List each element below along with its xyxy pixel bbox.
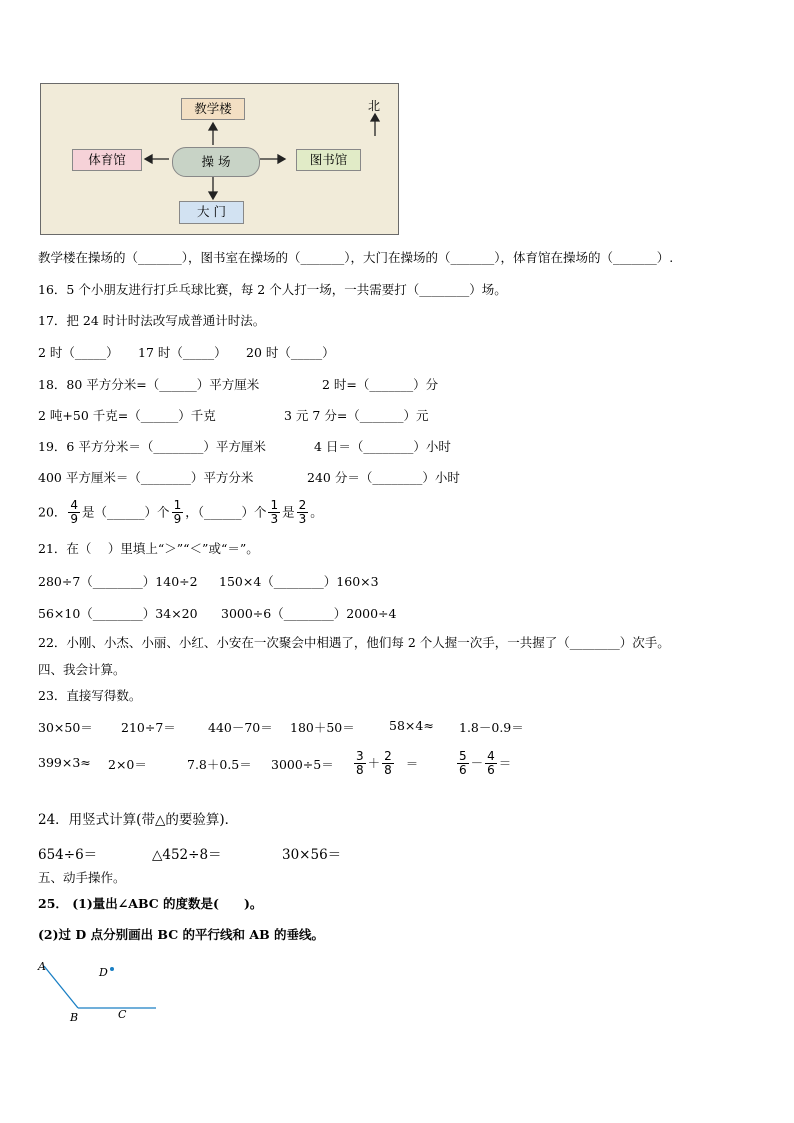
- q16-line: 16．5 个小朋友进行打乒乓球比赛，每 2 个人打一场，一共需要打（________）场。: [38, 282, 507, 297]
- q23-minus: －: [470, 755, 484, 771]
- q23-f2: [382, 750, 394, 777]
- q22-line: 22．小刚、小杰、小丽、小红、小安在一次聚会中相遇了，他们每 2 个人握一次手，一共握了（________）次手。: [38, 635, 670, 650]
- teaching-building-box: 教学楼: [181, 98, 245, 120]
- north-arrowhead: [371, 114, 379, 121]
- arrowhead-right: [278, 155, 285, 163]
- q20-text-2: ，（______）个: [185, 504, 267, 520]
- q23-r1-6: 1.8－0.9＝: [459, 720, 524, 735]
- q20-f3-num: 1: [270, 498, 279, 512]
- q21-b: 150×4（________）160×3: [219, 574, 379, 589]
- label-a: A: [38, 960, 46, 973]
- q23-r1-4: 180＋50＝: [290, 720, 355, 735]
- q20-fraction-1: [68, 499, 80, 526]
- q23-eq-2: ＝: [498, 755, 512, 771]
- q23-r2-3: 7.8＋0.5＝: [187, 757, 252, 772]
- q23-fraction-expr-1: [352, 746, 418, 781]
- q23-plus: ＋: [367, 755, 381, 771]
- q23-r2-1: 399×3≈: [38, 755, 91, 770]
- q23-r1-1: 30×50＝: [38, 720, 93, 735]
- arrowhead-left: [145, 155, 152, 163]
- point-d: [110, 967, 114, 971]
- q23-r1-3: 440－70＝: [208, 720, 273, 735]
- q15-line: 教学楼在操场的（_______），图书室在操场的（_______），大门在操场的（_______），体育馆在操场的（_______）.: [38, 250, 674, 265]
- q19-c: 400 平方厘米＝（________）平方分米: [38, 470, 254, 485]
- q20-f4-den: 3: [298, 512, 307, 526]
- playground-box: 操 场: [172, 147, 260, 177]
- q23-f3: [457, 750, 469, 777]
- q24-item-3: 30×56＝: [282, 847, 342, 863]
- q20-fraction-4: [297, 499, 309, 526]
- q17-item-2: 17 时（_____）: [138, 345, 227, 360]
- q20-f3-den: 3: [270, 512, 279, 526]
- q25-part-2: (2)过 D 点分别画出 BC 的平行线和 AB 的垂线。: [38, 927, 324, 942]
- q23-f1-den: 8: [356, 763, 364, 777]
- campus-map: [40, 83, 399, 235]
- q23-title: 23．直接写得数。: [38, 688, 142, 703]
- q23-f1: [354, 750, 366, 777]
- q23-eq-1: ＝: [405, 755, 419, 771]
- q20-text-3: 是: [282, 504, 295, 520]
- q24-item-1: 654÷6＝: [38, 847, 98, 863]
- q23-fraction-expr-2: [455, 746, 511, 781]
- q17-title: 17．把 24 时计时法改写成普通计时法。: [38, 313, 266, 328]
- q19-b: 4 日＝（________）小时: [314, 439, 451, 454]
- section-4-heading: 四、我会计算。: [38, 662, 126, 677]
- q23-r1-2: 210÷7＝: [121, 720, 176, 735]
- q18-c: 2 吨+50 千克=（______）千克: [38, 408, 216, 423]
- q23-f4-num: 4: [487, 749, 495, 763]
- q23-r2-4: 3000÷5＝: [271, 757, 334, 772]
- label-b: B: [70, 1011, 79, 1024]
- q20-text-4: 。: [310, 504, 323, 520]
- q23-f2-den: 8: [384, 763, 392, 777]
- q18-d: 3 元 7 分=（_______）元: [284, 408, 429, 423]
- library-box: 图书馆: [296, 149, 361, 171]
- q23-r1-5: 58×4≈: [389, 718, 434, 733]
- q24-title: 24．用竖式计算(带△的要验算)．: [38, 812, 239, 828]
- q25-part-1: 25． (1)量出∠ABC 的度数是( )。: [38, 896, 263, 911]
- arrowhead-up: [209, 123, 217, 130]
- q19-d: 240 分＝（________）小时: [307, 470, 460, 485]
- q23-f4-den: 6: [487, 763, 495, 777]
- q20-fraction-3: [268, 499, 280, 526]
- q24-item-2: △452÷8＝: [152, 847, 222, 863]
- q17-item-3: 20 时（_____）: [246, 345, 335, 360]
- q23-f4: [485, 750, 497, 777]
- gate-box: 大 门: [179, 201, 244, 224]
- q23-f2-num: 2: [384, 749, 392, 763]
- north-label: 北: [368, 99, 381, 113]
- q23-f3-num: 5: [459, 749, 467, 763]
- angle-figure: [34, 958, 174, 1028]
- q23-f1-num: 3: [356, 749, 364, 763]
- q20-f2-num: 1: [173, 498, 182, 512]
- q21-title: 21．在（ ）里填上“＞”“＜”或“＝”。: [38, 541, 259, 556]
- q23-f3-den: 6: [459, 763, 467, 777]
- label-c: C: [118, 1008, 127, 1021]
- arrowhead-down: [209, 192, 217, 199]
- q20-f1-num: 4: [70, 498, 79, 512]
- q20-f1-den: 9: [70, 512, 79, 526]
- q20-text-1: 是（______）个: [82, 504, 170, 520]
- q18-b: 2 时=（_______）分: [322, 377, 439, 392]
- q20-f2-den: 9: [173, 512, 182, 526]
- q19-a: 19．6 平方分米＝（________）平方厘米: [38, 439, 266, 454]
- q20-line: [38, 497, 323, 528]
- q20-f4-num: 2: [298, 498, 307, 512]
- ray-ba: [44, 966, 78, 1008]
- q21-a: 280÷7（________）140÷2: [38, 574, 198, 589]
- q20-prefix: 20．: [38, 504, 67, 520]
- q17-item-1: 2 时（_____）: [38, 345, 119, 360]
- section-5-heading: 五、动手操作。: [38, 870, 126, 885]
- q18-a: 18．80 平方分米=（______）平方厘米: [38, 377, 260, 392]
- gym-box: 体育馆: [72, 149, 142, 171]
- q23-r2-2: 2×0＝: [108, 757, 147, 772]
- label-d: D: [99, 966, 108, 979]
- q21-d: 3000÷6（________）2000÷4: [221, 606, 397, 621]
- q21-c: 56×10（________）34×20: [38, 606, 198, 621]
- map-arrows: [41, 84, 398, 234]
- q20-fraction-2: [172, 499, 184, 526]
